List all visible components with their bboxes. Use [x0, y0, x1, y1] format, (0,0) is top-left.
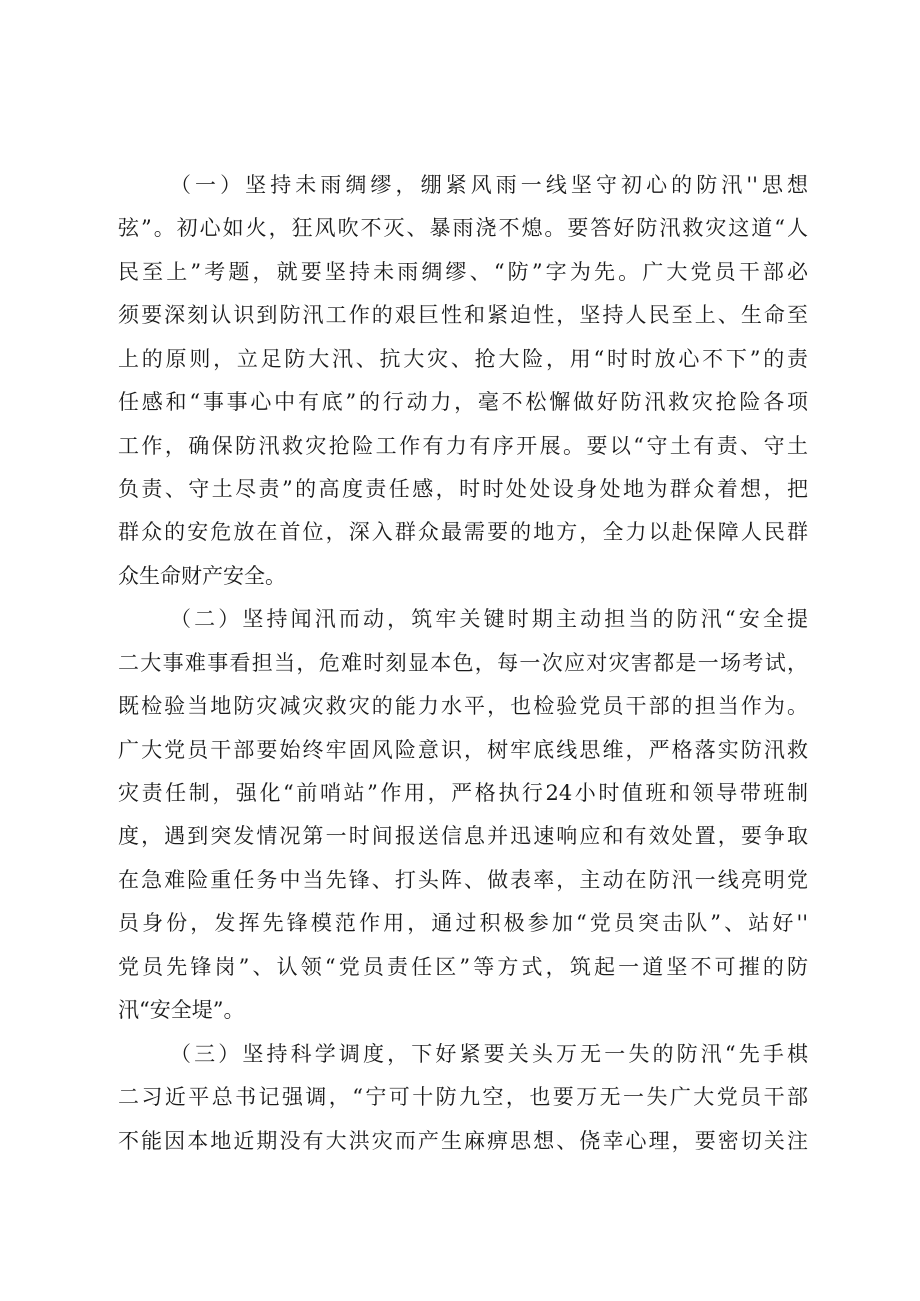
- paragraph-1-line-4: 须要深刻认识到防汛工作的艰巨性和紧迫性，坚持人民至上、生命至: [118, 303, 808, 327]
- paragraph-1-line-2: 弦”。初心如火，狂风吹不灭、暴雨浇不熄。要答好防汛救灾这道“人: [118, 216, 808, 240]
- paragraph-2-line-10: 汛“安全堤”。: [118, 998, 245, 1022]
- paragraph-1-line-3: 民至上”考题，就要坚持未雨绸缪、“防”字为先。广大党员干部必: [118, 260, 808, 284]
- paragraph-2-line-8: 员身份，发挥先锋模范作用，通过积极参加“党员突击队”、站好'': [118, 911, 808, 935]
- paragraph-2-line-4: 广大党员干部要始终牢固风险意识，树牢底线思维，严格落实防汛救: [118, 738, 808, 762]
- paragraph-3-line-3: 不能因本地近期没有大洪灾而产生麻痹思想、侥幸心理，要密切关注: [118, 1129, 808, 1153]
- paragraph-1-line-1: （一）坚持未雨绸缪，绷紧风雨一线坚守初心的防汛''思想: [170, 173, 808, 197]
- paragraph-3-line-1: （三）坚持科学调度，下好紧要关头万无一失的防汛“先手棋: [170, 1042, 808, 1066]
- paragraph-2-line-9: 党员先锋岗”、认领“党员责任区”等方式，筑起一道坚不可摧的防: [118, 955, 808, 979]
- paragraph-1-line-10: 众生命财产安全。: [118, 564, 286, 588]
- paragraph-1-line-8: 负责、守土尽责”的高度责任感，时时处处设身处地为群众着想，把: [118, 477, 808, 501]
- paragraph-2-line-3: 既检验当地防灾减灾救灾的能力水平，也检验党员干部的担当作为。: [118, 694, 808, 718]
- paragraph-1-line-7: 工作，确保防汛救灾抢险工作有力有序开展。要以“守土有责、守土: [118, 434, 808, 458]
- paragraph-2-line-1: （二）坚持闻汛而动，筑牢关键时期主动担当的防汛“安全提: [170, 607, 808, 631]
- paragraph-2-line-6: 度，遇到突发情况第一时间报送信息并迅速响应和有效处置，要争取: [118, 824, 808, 848]
- paragraph-3-line-2: 二习近平总书记强调，“宁可十防九空，也要万无一失广大党员干部: [118, 1085, 808, 1109]
- paragraph-1-line-5: 上的原则，立足防大汛、抗大灾、抢大险，用“时时放心不下”的责: [118, 347, 808, 371]
- paragraph-2-line-7: 在急难险重任务中当先锋、打头阵、做表率，主动在防汛一线亮明党: [118, 868, 808, 892]
- paragraph-2-line-5: 灾责任制，强化“前哨站”作用，严格执行24小时值班和领导带班制: [118, 781, 808, 805]
- paragraph-2-line-2: 二大事难事看担当，危难时刻显本色，每一次应对灾害都是一场考试，: [118, 651, 808, 675]
- paragraph-1-line-6: 任感和“事事心中有底”的行动力，毫不松懈做好防汛救灾抢险各项: [118, 390, 808, 414]
- paragraph-1-line-9: 群众的安危放在首位，深入群众最需要的地方，全力以赴保障人民群: [118, 520, 808, 544]
